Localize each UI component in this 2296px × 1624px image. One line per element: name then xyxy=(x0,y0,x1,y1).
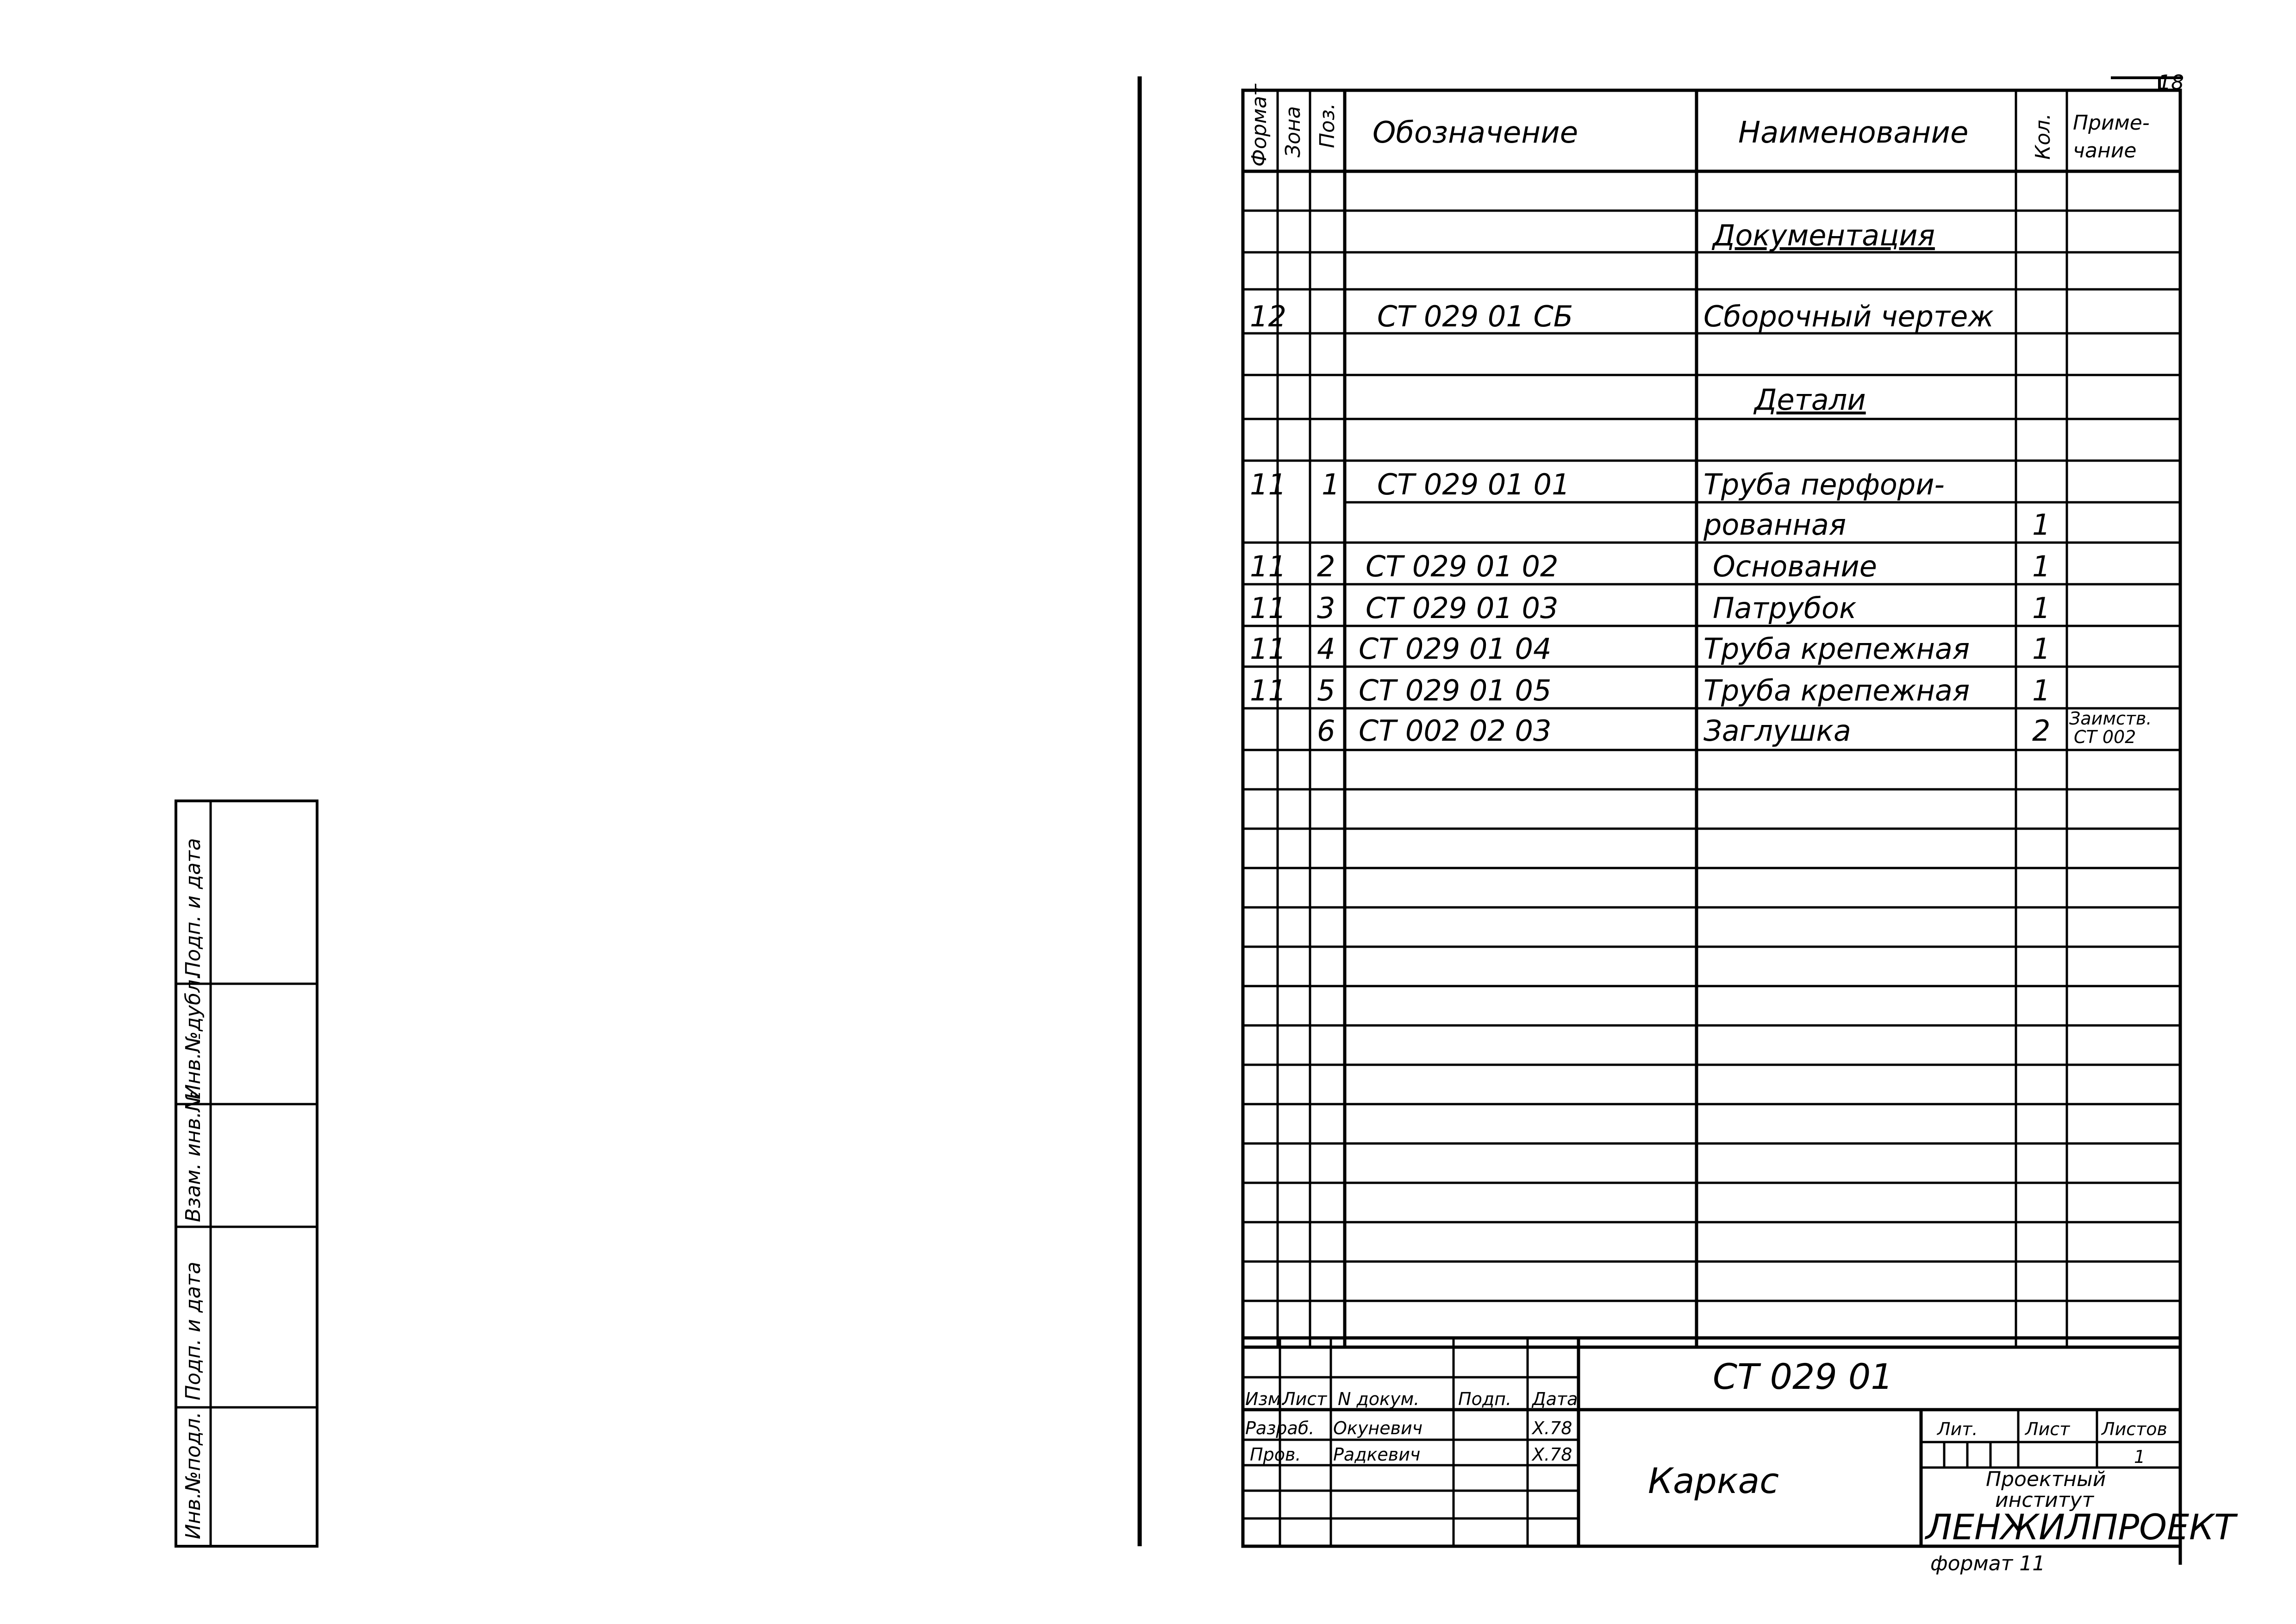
tb-label-izm: Изм. xyxy=(1245,1389,1287,1409)
row-4-qty: 1 xyxy=(2032,591,2051,625)
side-vzam-inv: Взам. инв.№ xyxy=(181,1090,205,1222)
row-5-format: 11 xyxy=(1250,632,1286,666)
org-line-2: институт xyxy=(1995,1488,2094,1512)
row-3-pos: 2 xyxy=(1317,550,1335,583)
row-1-format: 11 xyxy=(1250,468,1286,501)
item-name: Каркас xyxy=(1648,1460,1779,1501)
row-7-note-line2: СТ 002 xyxy=(2074,727,2136,747)
tb-label-n-dokum: N докум. xyxy=(1338,1389,1420,1409)
tb-date-2: Х.78 xyxy=(1532,1444,1572,1465)
tb-label-razrab: Разраб. xyxy=(1245,1418,1315,1438)
row-3-name: Основание xyxy=(1713,550,1877,583)
row-5-qty: 1 xyxy=(2032,632,2051,666)
header-note-line1: Приме- xyxy=(2073,111,2150,135)
sheet-number: 18 xyxy=(2158,71,2184,94)
row-0-format: 12 xyxy=(1250,300,1286,333)
header-format: Формат xyxy=(1248,84,1271,167)
side-inv-podl: Инв.№подл. xyxy=(181,1412,205,1539)
section-details: Детали xyxy=(1754,383,1866,417)
side-podp-data-2: Подп. и дата xyxy=(181,1262,205,1400)
row-6-pos: 5 xyxy=(1317,674,1335,707)
tb-sheet-total: 1 xyxy=(2134,1447,2146,1467)
row-6-qty: 1 xyxy=(2032,674,2051,707)
tb-date-1: Х.78 xyxy=(1532,1418,1572,1438)
row-7-pos: 6 xyxy=(1317,714,1335,748)
row-7-designation: СТ 002 02 03 xyxy=(1359,714,1552,748)
section-documentation: Документация xyxy=(1713,219,1935,252)
tb-label-data: Дата xyxy=(1532,1389,1578,1409)
tb-label-listov: Листов xyxy=(2102,1419,2167,1439)
row-3-format: 11 xyxy=(1250,550,1286,583)
row-3-qty: 1 xyxy=(2032,550,2051,583)
row-7-name: Заглушка xyxy=(1703,714,1851,748)
header-name: Наименование xyxy=(1738,116,1969,150)
row-7-note: Заимств. xyxy=(2069,708,2152,729)
row-5-pos: 4 xyxy=(1317,632,1335,666)
tb-label-list: Лист xyxy=(1282,1389,1327,1409)
row-4-name: Патрубок xyxy=(1713,591,1857,625)
header-zone: Зона xyxy=(1281,106,1305,157)
tb-developer: Окуневич xyxy=(1333,1418,1423,1438)
tb-checker: Радкевич xyxy=(1333,1444,1421,1465)
row-5-name: Труба крепежная xyxy=(1703,632,1970,666)
header-designation: Обозначение xyxy=(1373,116,1578,150)
signature-marks xyxy=(1458,1415,1509,1484)
tb-label-lit: Лит. xyxy=(1937,1419,1978,1439)
row-0-designation: СТ 029 01 СБ xyxy=(1377,300,1573,333)
row-6-designation: СТ 029 01 05 xyxy=(1359,674,1552,707)
row-0-name: Сборочный чертеж xyxy=(1703,300,1994,333)
row-6-name: Труба крепежная xyxy=(1703,674,1970,707)
tb-label-podp: Подп. xyxy=(1458,1389,1512,1409)
org-line-1: Проектный xyxy=(1986,1468,2106,1491)
row-3-designation: СТ 029 01 02 xyxy=(1366,550,1559,583)
side-podp-data-1: Подп. и дата xyxy=(181,838,205,977)
title-doc-code: СТ 029 01 xyxy=(1713,1356,1893,1397)
row-1-designation: СТ 029 01 01 xyxy=(1377,468,1570,501)
format-note: формат 11 xyxy=(1930,1552,2046,1575)
row-4-pos: 3 xyxy=(1317,591,1335,625)
row-5-designation: СТ 029 01 04 xyxy=(1359,632,1552,666)
row-1-name: Труба перфори- xyxy=(1703,468,1945,501)
tb-label-prov: Пров. xyxy=(1250,1444,1301,1465)
side-inv-dubl: Инв.№дубл. xyxy=(181,973,205,1099)
header-qty: Кол. xyxy=(2031,113,2055,160)
header-note-line2: чание xyxy=(2073,139,2137,162)
header-pos: Поз. xyxy=(1316,103,1339,148)
row-4-designation: СТ 029 01 03 xyxy=(1366,591,1559,625)
row-1-pos: 1 xyxy=(1322,468,1340,501)
row-4-format: 11 xyxy=(1250,591,1286,625)
row-2-qty: 1 xyxy=(2032,508,2051,542)
tb-label-list2: Лист xyxy=(2025,1419,2070,1439)
org-line-3: ЛЕНЖИЛПРОЕКТ xyxy=(1926,1506,2236,1548)
row-7-qty: 2 xyxy=(2032,714,2051,748)
row-6-format: 11 xyxy=(1250,674,1286,707)
row-2-name: рованная xyxy=(1703,508,1847,542)
